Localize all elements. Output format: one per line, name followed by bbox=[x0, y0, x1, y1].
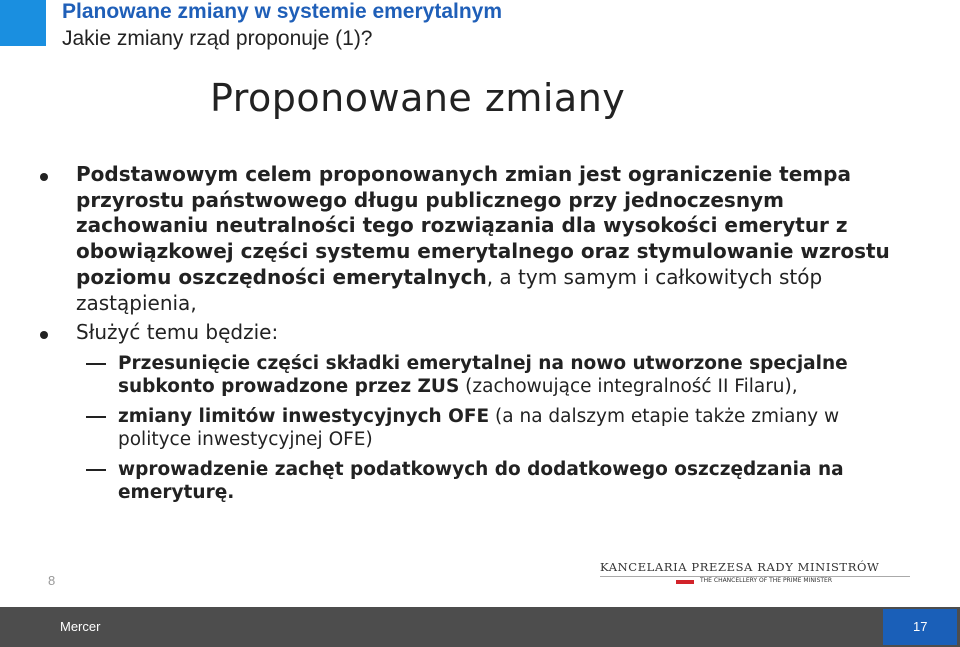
sub-bullet-item bbox=[38, 458, 918, 505]
flag-icon bbox=[676, 580, 694, 584]
bullet-dot-icon bbox=[40, 173, 48, 181]
dash-icon bbox=[86, 363, 106, 365]
embedded-slide-image bbox=[0, 60, 960, 600]
slide-subtitle: Jakie zmiany rząd proponuje (1)? bbox=[62, 27, 373, 50]
dash-icon bbox=[86, 416, 106, 418]
footer-page-number: 17 bbox=[913, 619, 928, 634]
bullet-text: Służyć temu będzie: bbox=[76, 320, 279, 345]
bullet-text: , a tym samym i całkowitych stóp zastąpienia, bbox=[76, 264, 823, 315]
sub-bullet-text: (a na dalszym etapie także zmiany w polityce inwestycyjnej OFE) bbox=[118, 405, 840, 451]
footer-brand: Mercer bbox=[60, 619, 101, 634]
sub-bullet-text-bold: zmiany limitów inwestycyjnych OFE bbox=[118, 405, 490, 427]
sub-bullet-text-bold: wprowadzenie zachęt podatkowych do dodatkowego oszczędzania na emeryturę. bbox=[118, 458, 844, 504]
bullet-list bbox=[38, 162, 918, 505]
embedded-slide-heading: Proponowane zmiany bbox=[210, 76, 626, 120]
sub-bullet-item bbox=[38, 352, 918, 399]
bullet-text-bold: Podstawowym celem proponowanych zmian jest ograniczenie tempa przyrostu państwowego długu publicznego przy jednoczesnym zachowaniu neutralności tego rozwiązania dla wysokości emerytur z obowiązkowej części systemu emerytalnego oraz stymulowanie wzrostu poziomu oszczędności emerytalnych bbox=[76, 162, 890, 289]
footer-page-box bbox=[883, 609, 957, 645]
bullet-item bbox=[38, 162, 918, 316]
footer-brand-area bbox=[0, 607, 880, 647]
bullet-item bbox=[38, 320, 918, 346]
sub-bullet-item bbox=[38, 405, 918, 452]
sub-bullet-text-bold: Przesunięcie części składki emerytalnej na nowo utworzone specjalne subkonto prowadzone przez ZUS bbox=[118, 352, 848, 398]
footer-bar bbox=[0, 607, 960, 647]
kprm-logo bbox=[600, 560, 910, 590]
embedded-slide-number: 8 bbox=[48, 573, 56, 588]
sub-bullet-text: (zachowujące integralność II Filaru), bbox=[459, 376, 798, 398]
dash-icon bbox=[86, 469, 106, 471]
corner-accent-square bbox=[0, 0, 46, 46]
kprm-logo-subtext: THE CHANCELLERY OF THE PRIME MINISTER bbox=[700, 577, 833, 584]
kprm-logo-text: KANCELARIA PREZESA RADY MINISTRÓW bbox=[600, 560, 880, 574]
bullet-dot-icon bbox=[40, 331, 48, 339]
slide-title: Planowane zmiany w systemie emerytalnym bbox=[62, 0, 503, 23]
